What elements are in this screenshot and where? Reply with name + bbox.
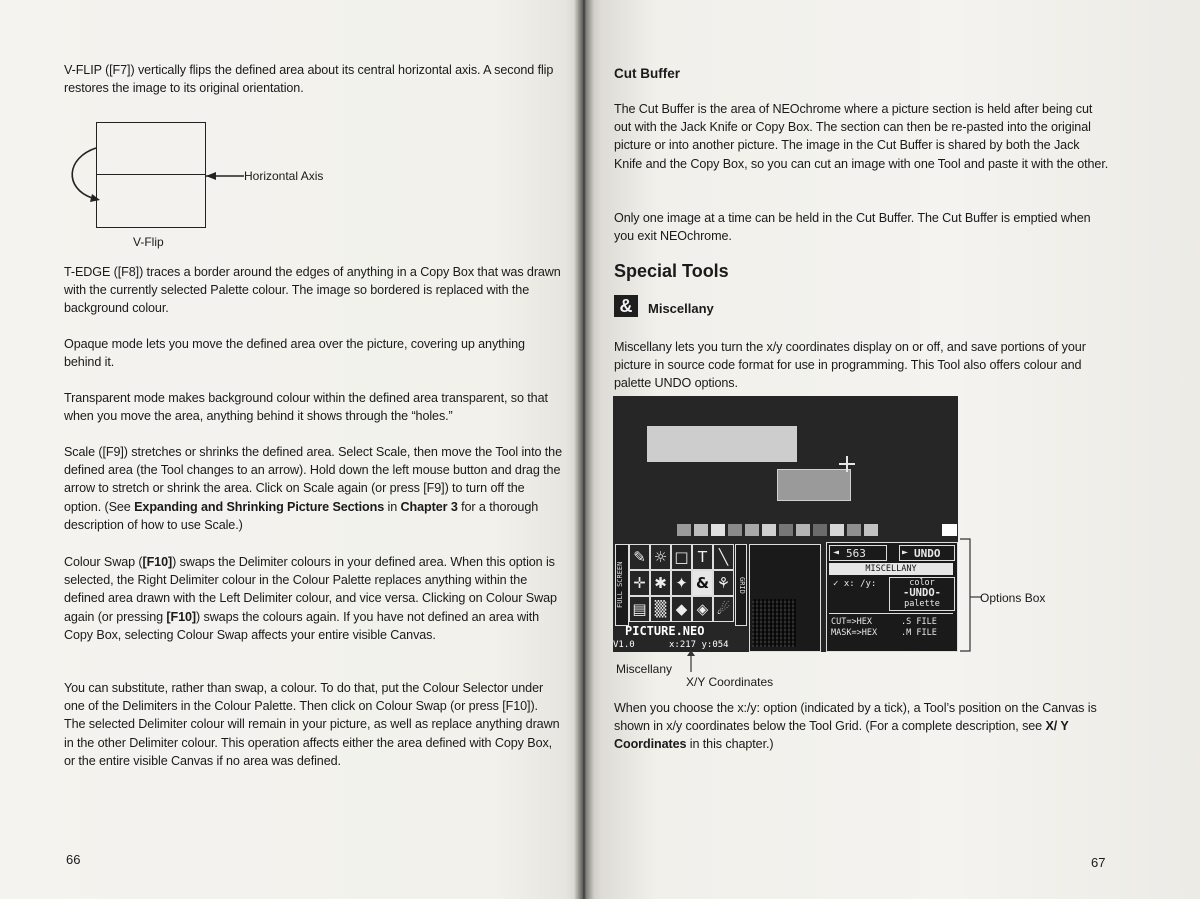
xy-paragraph: When you choose the x:/y: option (indicated by a tick), a Tool’s position on the Canvas is shown in x/y coordinates below the Tool Grid. (For a complete description, see X/ Y Coordinates in this chapter.) [614, 701, 1097, 752]
miscellany-panel-title: MISCELLANY [829, 563, 953, 575]
grid-toggle-button[interactable]: GRID [735, 544, 747, 626]
hex-export-options [829, 613, 953, 640]
palette-undo-option[interactable]: color -UNDO- palette [889, 577, 955, 611]
xy-toggle-option[interactable]: ✓ x: /y: [833, 579, 877, 589]
copy-box-region [777, 469, 851, 501]
tool-cell[interactable]: ✦ [671, 570, 692, 596]
link-xy-coordinates[interactable]: X/ Y Coordinates [614, 719, 1069, 752]
frame-counter: ◄ 563 [829, 545, 887, 561]
cut-buffer-heading: Cut Buffer [614, 66, 680, 81]
tool-cell[interactable]: ◆ [671, 596, 692, 622]
tool-cell[interactable]: ◈ [692, 596, 713, 622]
link-expanding-shrinking[interactable]: Expanding and Shrinking Picture Sections [134, 499, 385, 514]
options-box-callout: Options Box [980, 591, 1046, 605]
right-page [583, 0, 1200, 899]
neochrome-screenshot [613, 396, 958, 652]
tool-cell[interactable]: ✱ [650, 570, 671, 596]
xy-coordinates-readout: x:217 y:054 [669, 640, 729, 650]
xy-coordinates-callout: X/Y Coordinates [686, 675, 774, 689]
miscellany-callout: Miscellany [616, 662, 673, 676]
flip-arrow-icon [56, 140, 256, 220]
vflip-paragraph: V-FLIP ([F7]) vertically flips the defined area about its central horizontal axis. A second flip restores the image to its original orientation. [64, 63, 554, 96]
cut-buffer-empty-paragraph: Only one image at a time can be held in the Cut Buffer. The Cut Buffer is emptied when you exit NEOchrome. [614, 211, 1091, 244]
miscellany-paragraph: Miscellany lets you turn the x/y coordinates display on or off, and save portions of your picture in source code format for use in programming. This Tool also offers colour and palette UNDO options. [614, 340, 1086, 391]
tool-cell[interactable]: ⚘ [713, 570, 734, 596]
tool-grid[interactable] [629, 544, 734, 622]
opaque-paragraph: Opaque mode lets you move the defined area over the picture, covering up anything behind it. [64, 337, 525, 370]
horizontal-axis-label: Horizontal Axis [244, 169, 324, 183]
undo-button[interactable]: ► UNDO [899, 545, 955, 561]
zoom-panel [749, 544, 821, 652]
magnifier-grid [752, 599, 796, 647]
special-tools-heading: Special Tools [614, 261, 729, 281]
link-chapter-3[interactable]: Chapter 3 [400, 499, 458, 514]
picture-filename: PICTURE.NEO [625, 624, 705, 638]
up-arrow-icon [686, 650, 696, 672]
colour-swap-paragraph: Colour Swap ([F10]) swaps the Delimiter colours in your defined area. When this option is selected, the Right Delimiter colour in the Colour Palette replaces anything within the defined area drawn with the Left Delimiter colour, and vice versa. Clicking on Colour Swap again (or pressing [F10]) swaps the colours again. If you have not defined an area with Copy Box, selecting Colour Swap affects your entire visible Canvas. [64, 555, 557, 642]
full-screen-button[interactable]: FULL SCREEN [615, 544, 629, 626]
tool-cell[interactable]: & [692, 570, 713, 596]
tool-cell[interactable]: ▒ [650, 596, 671, 622]
ampersand-icon: & [614, 295, 638, 317]
m-file-option[interactable]: .M FILE [901, 628, 937, 638]
substitute-paragraph: You can substitute, rather than swap, a colour. To do that, put the Colour Selector under one of the Delimiters in the Colour Palette. Then click on Colour Swap (or press [F10]). The selected Delimiter colour will remain in your picture, as well as replace anything drawn in the other Delimiter colour. This operation affects either the area defined with Copy Box, or the entire visible Canvas if no area was defined. [64, 681, 560, 768]
s-file-option[interactable]: .S FILE [901, 617, 937, 627]
cut-buffer-paragraph: The Cut Buffer is the area of NEOchrome where a picture section is held after being cut out with the Jack Knife or Copy Box. The section can then be re-pasted into the original picture or into another picture. The image in the Cut Buffer is shared by both the Jack Knife and the Copy Box, so you can cut an image with one Tool and paste it with the other. [614, 102, 1109, 171]
miscellany-heading: Miscellany [648, 301, 714, 316]
version-label: V1.0 [613, 640, 635, 650]
tool-cell[interactable]: ☄ [713, 596, 734, 622]
tool-cell[interactable]: ✎ [629, 544, 650, 570]
book-gutter [574, 0, 594, 899]
tool-cell[interactable]: ✛ [629, 570, 650, 596]
tool-cell[interactable]: ╲ [713, 544, 734, 570]
tool-cell[interactable]: □ [671, 544, 692, 570]
cut-to-hex-option[interactable]: CUT=>HEX [831, 617, 872, 627]
left-page [0, 0, 583, 899]
crosshair-cursor-icon [839, 456, 855, 472]
mask-to-hex-option[interactable]: MASK=>HEX [831, 628, 878, 638]
tool-cell[interactable]: ▤ [629, 596, 650, 622]
tedge-paragraph: T-EDGE ([F8]) traces a border around the edges of anything in a Copy Box that was drawn with the currently selected Palette colour. The image so bordered is replaced with the background colour. [64, 265, 561, 316]
vflip-caption: V-Flip [133, 235, 164, 249]
tool-cell[interactable]: T [692, 544, 713, 570]
colour-palette[interactable] [677, 524, 957, 536]
page-number-right: 67 [1091, 855, 1106, 870]
canvas-region-gray [647, 426, 797, 462]
options-box [826, 542, 958, 652]
page-number-left: 66 [66, 852, 81, 867]
scale-paragraph: Scale ([F9]) stretches or shrinks the defined area. Select Scale, then move the Tool into the defined area (the Tool changes to an arrow). Hold down the left mouse button and drag the arrow to stretch or shrink the area. Click on Scale again (or press [F9]) to turn off the option. (See Expanding and Shrinking Picture Sections in Chapter 3 for a thorough description of how to use Scale.) [64, 445, 562, 532]
tool-cell[interactable]: ☼ [650, 544, 671, 570]
transparent-paragraph: Transparent mode makes background colour within the defined area transparent, so that when you move the area, anything behind it shows through the “holes.” [64, 391, 548, 424]
